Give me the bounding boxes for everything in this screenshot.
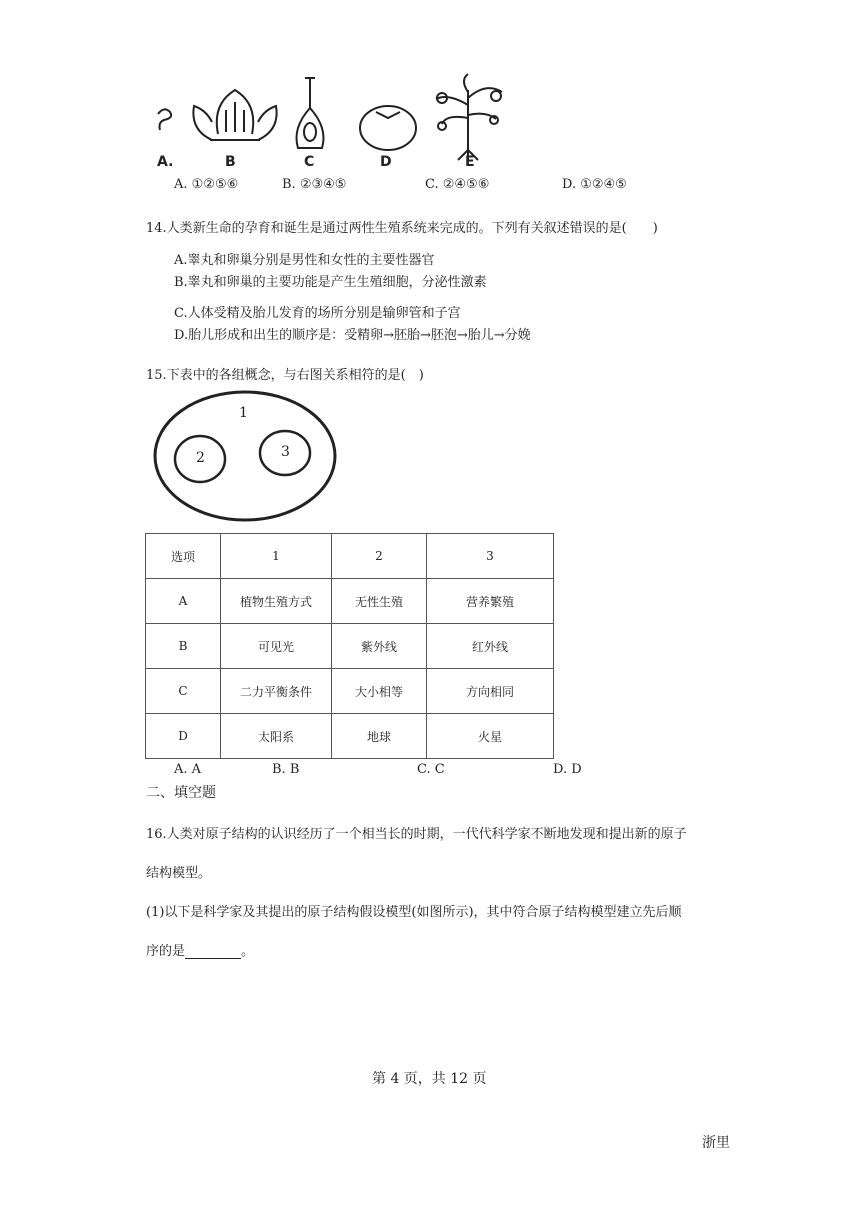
table-row bbox=[146, 714, 554, 759]
table-cell: 紫外线 bbox=[332, 624, 427, 669]
table-cell: B bbox=[146, 624, 221, 669]
table-cell: 无性生殖 bbox=[332, 579, 427, 624]
q13-figure bbox=[150, 70, 510, 170]
venn-label-3: 3 bbox=[281, 444, 290, 460]
page-number: 第 4 页，共 12 页 bbox=[372, 1071, 487, 1087]
q15-option-a: A. A bbox=[174, 762, 202, 777]
corner-mark: 浙里 bbox=[702, 1135, 730, 1151]
q16-sub1-end: 。 bbox=[241, 944, 255, 959]
q15-stem: 15.下表中的各组概念，与右图关系相符的是( ) bbox=[146, 368, 424, 383]
venn-label-2: 2 bbox=[196, 450, 205, 466]
answer-blank[interactable] bbox=[185, 946, 241, 959]
q15-table bbox=[145, 533, 554, 759]
figure-label-b: B bbox=[225, 154, 236, 170]
table-row bbox=[146, 669, 554, 714]
figure-d-fruit bbox=[360, 106, 416, 150]
q13-option-c: C. ②④⑤⑥ bbox=[425, 177, 490, 192]
q16-line-1: 16.人类对原子结构的认识经历了一个相当长的时期，一代代科学家不断地发现和提出新的原子 bbox=[146, 827, 687, 842]
table-cell: 红外线 bbox=[427, 624, 554, 669]
q15-option-c: C. C bbox=[417, 762, 445, 777]
q16-sub1-text: 序的是 bbox=[146, 944, 186, 959]
q13-option-a: A. ①②⑤⑥ bbox=[174, 177, 239, 192]
table-header-cell: 1 bbox=[221, 534, 332, 579]
q16-sub1-line-1: (1)以下是科学家及其提出的原子结构假设模型(如图所示)，其中符合原子结构模型建立先后顺 bbox=[146, 905, 682, 920]
q15-option-b: B. B bbox=[272, 762, 300, 777]
q13-option-b: B. ②③④⑤ bbox=[282, 177, 347, 192]
q13-option-d: D. ①②④⑤ bbox=[562, 177, 627, 192]
figure-label-a: A. bbox=[157, 154, 174, 170]
table-cell: 方向相同 bbox=[427, 669, 554, 714]
table-cell: 地球 bbox=[332, 714, 427, 759]
table-header-cell: 选项 bbox=[146, 534, 221, 579]
table-cell: D bbox=[146, 714, 221, 759]
q14-option-d: D.胎儿形成和出生的顺序是：受精卵→胚胎→胚泡→胎儿→分娩 bbox=[174, 328, 531, 343]
table-cell: 营养繁殖 bbox=[427, 579, 554, 624]
section-title: 二、填空题 bbox=[146, 785, 216, 801]
table-cell: 火星 bbox=[427, 714, 554, 759]
table-cell: 大小相等 bbox=[332, 669, 427, 714]
q14-option-b: B.睾丸和卵巢的主要功能是产生生殖细胞，分泌性激素 bbox=[174, 275, 487, 290]
table-row bbox=[146, 579, 554, 624]
figure-c-pistil bbox=[297, 78, 324, 148]
figure-e-plant bbox=[436, 74, 502, 162]
q14-option-c: C.人体受精及胎儿发育的场所分别是输卵管和子宫 bbox=[174, 306, 461, 321]
q14-option-a: A.睾丸和卵巢分别是男性和女性的主要性器官 bbox=[174, 253, 435, 268]
figure-label-c: C bbox=[304, 154, 315, 170]
table-cell: 可见光 bbox=[221, 624, 332, 669]
table-row bbox=[146, 624, 554, 669]
q16-sub1-line-2 bbox=[146, 940, 254, 959]
table-cell: A bbox=[146, 579, 221, 624]
table-cell: 太阳系 bbox=[221, 714, 332, 759]
q15-option-d: D. D bbox=[553, 762, 582, 777]
q15-venn-diagram bbox=[150, 388, 350, 524]
figure-b-flower bbox=[193, 90, 276, 140]
q16-line-2: 结构模型。 bbox=[146, 866, 212, 881]
table-cell: C bbox=[146, 669, 221, 714]
figure-label-d: D bbox=[380, 154, 392, 170]
table-cell: 植物生殖方式 bbox=[221, 579, 332, 624]
table-header-row bbox=[146, 534, 554, 579]
table-cell: 二力平衡条件 bbox=[221, 669, 332, 714]
q14-stem: 14.人类新生命的孕育和诞生是通过两性生殖系统来完成的。下列有关叙述错误的是( ) bbox=[146, 221, 658, 236]
table-header-cell: 2 bbox=[332, 534, 427, 579]
figure-a-drawing bbox=[158, 109, 171, 130]
figure-label-e: E bbox=[465, 154, 475, 170]
table-header-cell: 3 bbox=[427, 534, 554, 579]
venn-label-1: 1 bbox=[239, 405, 248, 421]
